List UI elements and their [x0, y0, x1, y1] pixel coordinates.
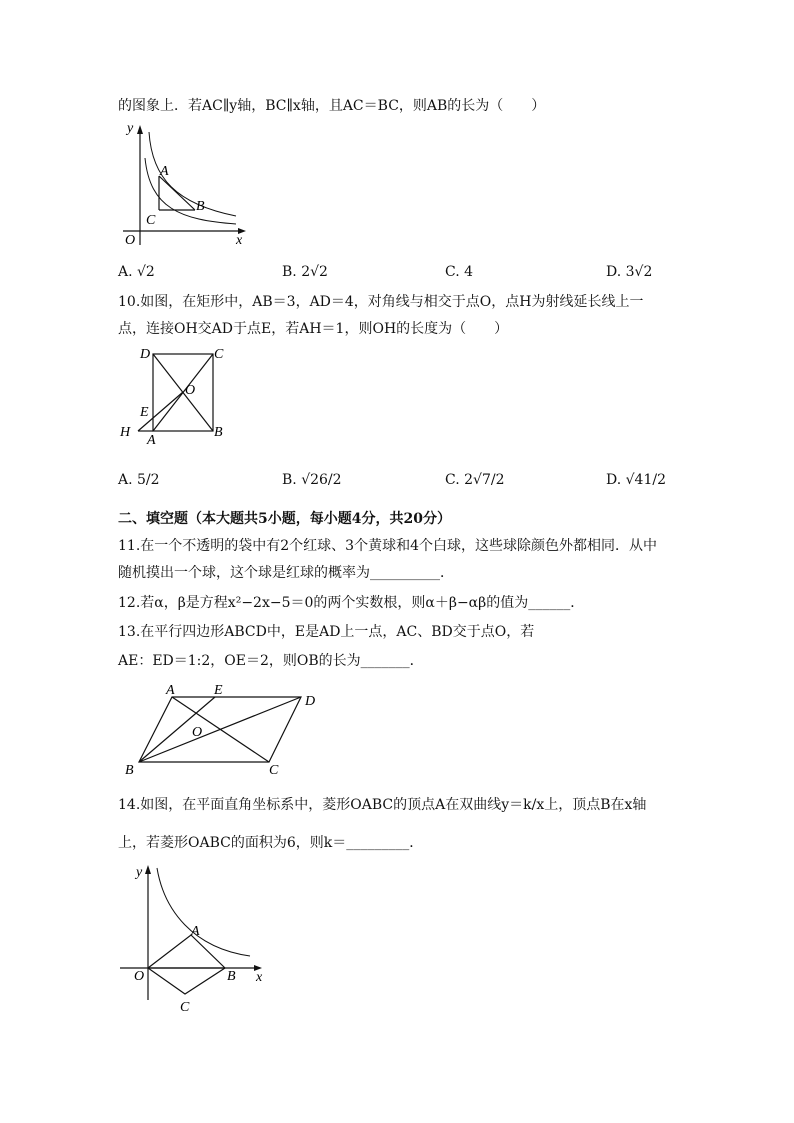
q14-a-label: A: [191, 924, 200, 939]
q11-line-1: 11.在一个不透明的袋中有2个红球、3个黄球和4个白球，这些球除颜色外都相同．从中: [118, 538, 657, 554]
q13-c-label: C: [269, 763, 279, 778]
q9-y-label: y: [127, 121, 134, 136]
q10-line-1: 10.如图，在矩形中，AB＝3，AD＝4，对角线与相交于点O，点H为射线延长线上一: [118, 294, 644, 310]
q13-line-2: AE：ED＝1:2，OE＝2，则OB的长为_______．: [118, 653, 424, 669]
q9-option-c: C. 4: [445, 264, 474, 280]
q9-b-label: B: [196, 199, 205, 214]
q9-x-label: x: [236, 233, 243, 248]
q9-a-label: A: [160, 164, 169, 179]
q9-o-label: O: [125, 233, 136, 248]
q10-c-label: C: [214, 347, 224, 362]
q14-b-label: B: [227, 969, 236, 984]
q13-b-label: B: [125, 763, 134, 778]
q14-y-label: y: [136, 865, 143, 880]
q9-c-label: C: [146, 213, 156, 228]
q9-stem: [118, 96, 545, 116]
q14-line-2: 上，若菱形OABC的面积为6，则k＝_________．: [118, 835, 424, 851]
q10-a-label: A: [147, 433, 156, 448]
q10-option-b: B. √26/2: [282, 472, 342, 488]
q10-option-a: A. 5/2: [118, 472, 160, 488]
q13-line-1: 13.在平行四边形ABCD中，E是AD上一点，AC、BD交于点O，若: [118, 624, 535, 640]
q12-line: 12.若α，β是方程x²−2x−5＝0的两个实数根，则α＋β−αβ的值为______．: [118, 595, 585, 611]
q13-figure: [118, 680, 328, 780]
q9-stem-text: 的图象上．若AC∥y轴，BC∥x轴，且AC＝BC，则AB的长为（ ）: [118, 98, 546, 114]
q10-b-label: B: [214, 425, 223, 440]
q13-d-label: D: [305, 694, 316, 709]
q10-d-label: D: [140, 347, 151, 362]
q13-e-label: E: [214, 683, 223, 698]
q10-e-label: E: [140, 405, 149, 420]
q14-c-label: C: [180, 1000, 190, 1015]
q9-option-d: D. 3√2: [606, 264, 653, 280]
q14-o-label: O: [134, 969, 145, 984]
q11-line-2: 随机摸出一个球，这个球是红球的概率为__________．: [118, 565, 454, 581]
q9-figure: [118, 120, 253, 250]
section-2-heading: 二、填空题（本大题共5小题，每小题4分，共20分）: [118, 511, 451, 527]
q10-o-label: O: [185, 383, 196, 398]
q10-option-d: D. √41/2: [606, 472, 666, 488]
q10-figure: [118, 343, 233, 448]
q13-a-label: A: [166, 683, 175, 698]
q14-line-1: 14.如图，在平面直角坐标系中，菱形OABC的顶点A在双曲线y＝k/x上，顶点B在x轴: [118, 797, 647, 813]
q10-option-c: C. 2√7/2: [445, 472, 505, 488]
q9-option-b: B. 2√2: [282, 264, 328, 280]
q14-figure: [118, 860, 278, 1020]
q14-x-label: x: [256, 970, 263, 985]
q13-o-label: O: [192, 725, 203, 740]
q10-line-2: 点，连接OH交AD于点E，若AH＝1，则OH的长度为（ ）: [118, 321, 509, 337]
q9-option-a: A. √2: [118, 264, 155, 280]
q10-h-label: H: [120, 425, 131, 440]
